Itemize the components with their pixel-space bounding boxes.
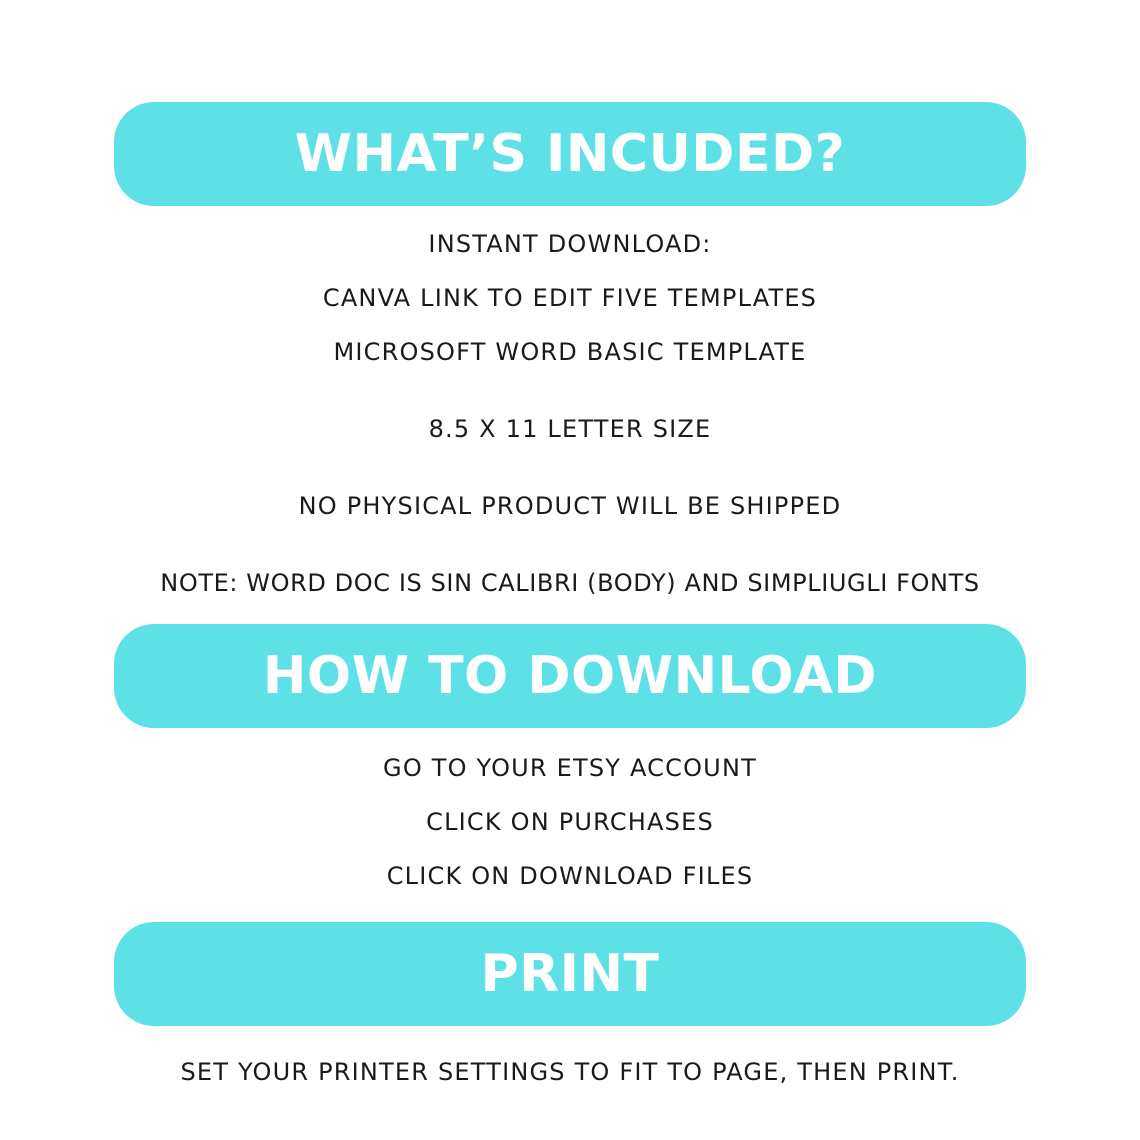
print-title: PRINT (480, 944, 660, 1004)
print-instruction: SET YOUR PRINTER SETTINGS TO FIT TO PAGE, THEN PRINT. (180, 1058, 960, 1086)
download-step-download-files: CLICK ON DOWNLOAD FILES (386, 862, 754, 890)
included-title: WHAT’S INCUDED? (294, 124, 846, 184)
included-line-canva-link: CANVA LINK TO EDIT FIVE TEMPLATES (322, 284, 818, 312)
download-title: HOW TO DOWNLOAD (262, 646, 878, 706)
download-banner (114, 624, 1026, 728)
included-banner (114, 102, 1026, 206)
download-step-purchases: CLICK ON PURCHASES (426, 808, 714, 836)
included-line-letter-size: 8.5 X 11 LETTER SIZE (428, 415, 712, 443)
included-line-word-template: MICROSOFT WORD BASIC TEMPLATE (333, 338, 807, 366)
download-step-etsy-account: GO TO YOUR ETSY ACCOUNT (383, 754, 757, 782)
included-line-no-physical-product: NO PHYSICAL PRODUCT WILL BE SHIPPED (298, 492, 842, 520)
print-banner (114, 922, 1026, 1026)
included-line-font-note: NOTE: WORD DOC IS SIN CALIBRI (BODY) AND SIMPLIUGLI FONTS (160, 569, 980, 597)
included-line-instant-download: INSTANT DOWNLOAD: (428, 230, 712, 258)
